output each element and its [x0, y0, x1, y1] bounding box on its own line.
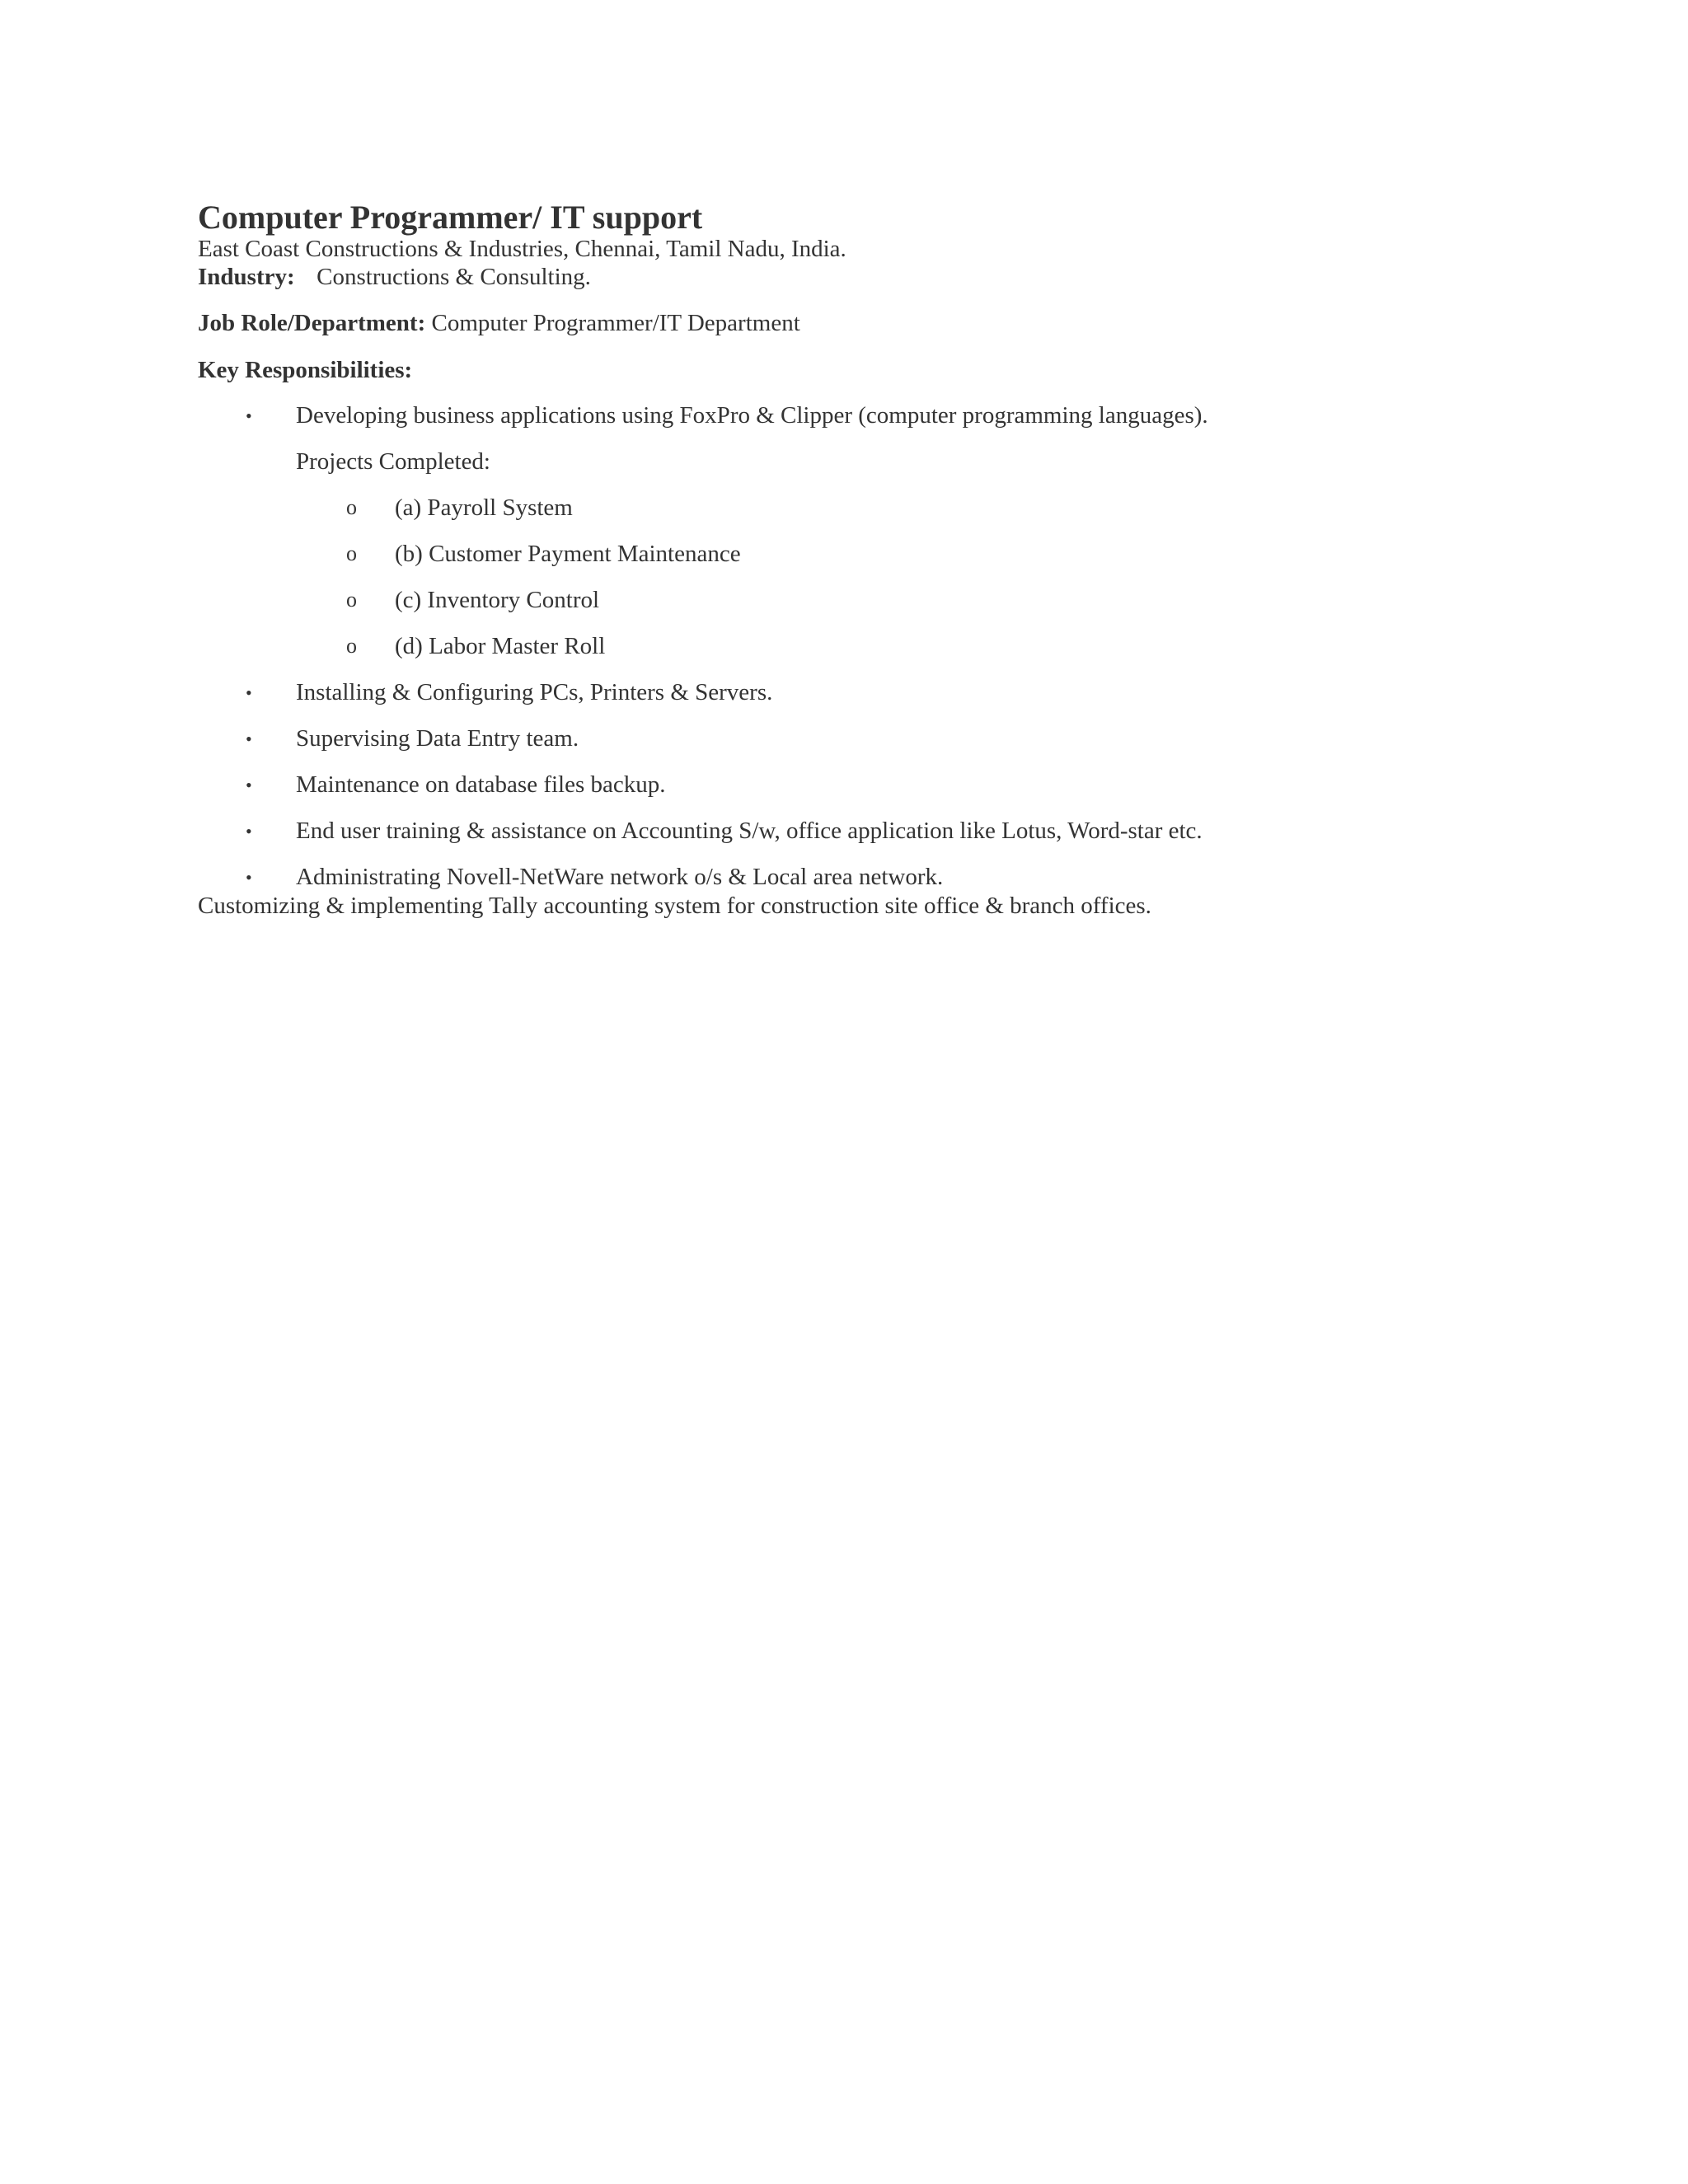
bullet-marker: •	[246, 405, 252, 426]
project-item: (a) Payroll System	[395, 494, 573, 521]
company-line: East Coast Constructions & Industries, Chennai, Tamil Nadu, India.	[198, 236, 846, 262]
responsibility-item: End user training & assistance on Accounting S/w, office application like Lotus, Word-star etc.	[296, 818, 1203, 844]
job-role-value: Computer Programmer/IT Department	[431, 310, 800, 336]
bullet-marker: •	[246, 729, 252, 749]
responsibility-item: Supervising Data Entry team.	[296, 725, 579, 752]
responsibility-item: Administrating Novell-NetWare network o/s & Local area network.	[296, 864, 944, 890]
closing-line: Customizing & implementing Tally accounting system for construction site office & branch offices.	[198, 893, 1151, 919]
project-item: (c) Inventory Control	[395, 587, 600, 613]
subbullet-marker: o	[346, 495, 357, 519]
bullet-marker: •	[246, 821, 252, 841]
responsibility-item: Maintenance on database files backup.	[296, 771, 666, 798]
industry-label: Industry:	[198, 264, 295, 290]
bullet-marker: •	[246, 775, 252, 795]
job-title: Computer Programmer/ IT support	[198, 199, 703, 236]
job-role-line	[198, 312, 800, 335]
project-item: (d) Labor Master Roll	[395, 633, 606, 659]
responsibility-item: Developing business applications using FoxPro & Clipper (computer programming languages).	[296, 402, 1208, 429]
projects-completed-label: Projects Completed:	[296, 448, 490, 475]
responsibility-item: Installing & Configuring PCs, Printers & Servers.	[296, 679, 773, 705]
key-responsibilities-heading: Key Responsibilities:	[198, 357, 413, 383]
industry-line	[198, 265, 591, 289]
subbullet-marker: o	[346, 634, 357, 658]
industry-value: Constructions & Consulting.	[316, 264, 591, 290]
subbullet-marker: o	[346, 588, 357, 612]
subbullet-marker: o	[346, 541, 357, 565]
bullet-marker: •	[246, 682, 252, 703]
bullet-marker: •	[246, 867, 252, 888]
project-item: (b) Customer Payment Maintenance	[395, 541, 741, 567]
job-role-label: Job Role/Department:	[198, 310, 426, 336]
